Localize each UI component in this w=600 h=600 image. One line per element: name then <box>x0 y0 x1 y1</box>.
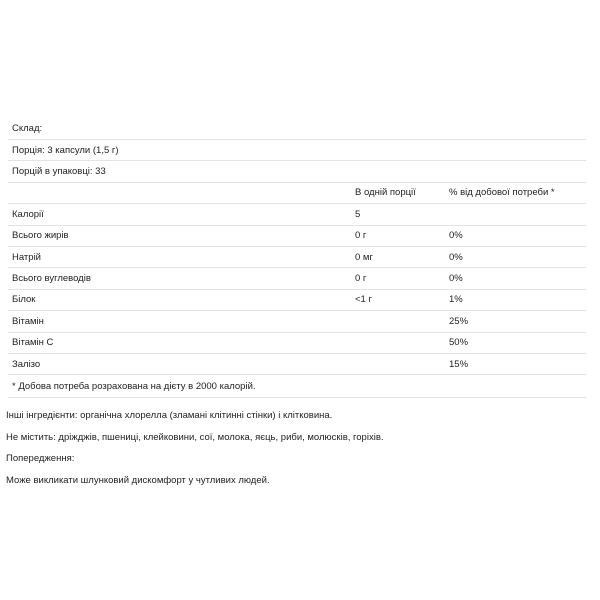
nutrient-amount: <1 г <box>355 294 372 306</box>
nutrient-name: Натрій <box>12 251 41 263</box>
servings-per-pack: Порцій в упаковці: 33 <box>12 166 106 178</box>
supplement-facts <box>8 117 586 398</box>
nutrient-row <box>8 268 586 289</box>
nutrient-amount: 0 г <box>355 230 367 242</box>
nutrient-name: Вітамін С <box>12 337 54 349</box>
nutrient-amount: 0 мг <box>355 251 373 263</box>
nutrient-daily-value: 0% <box>449 230 463 242</box>
additional-info <box>6 405 586 491</box>
nutrient-daily-value: 15% <box>449 358 469 370</box>
nutrient-daily-value: 1% <box>449 294 463 306</box>
nutrient-name: Всього вуглеводів <box>12 273 91 285</box>
servings-per-pack-row <box>8 161 586 182</box>
nutrient-name: Вітамін <box>12 315 44 327</box>
nutrient-row <box>8 247 586 268</box>
daily-value-footnote: * Добова потреба розрахована на дієту в 2000 калорій. <box>12 380 256 392</box>
nutrient-daily-value: 0% <box>449 273 463 285</box>
nutrient-daily-value: 25% <box>449 315 469 327</box>
nutrient-daily-value: 0% <box>449 251 463 263</box>
warning-title: Попередження: <box>6 453 75 464</box>
nutrient-name: Білок <box>12 294 36 306</box>
nutrient-row <box>8 204 586 225</box>
nutrient-amount: 5 <box>355 208 361 220</box>
composition-row <box>8 117 586 140</box>
nutrient-name: Залізо <box>12 358 41 370</box>
other-ingredients: Інші інгредієнти: органічна хлорелла (зламані клітинні стінки) і клітковина. <box>6 410 333 421</box>
per-serving-header: В одній порції <box>355 187 416 199</box>
composition-label: Склад: <box>12 122 43 134</box>
footnote-row <box>8 375 586 398</box>
nutrient-name: Калорії <box>12 208 44 220</box>
nutrient-amount: 0 г <box>355 273 367 285</box>
nutrient-daily-value: 50% <box>449 337 469 349</box>
allergen-free-statement: Не містить: дріжджів, пшениці, клейковини, сої, молока, яєць, риби, молюсків, горіхів. <box>6 431 384 443</box>
nutrient-row <box>8 354 586 375</box>
nutrient-row <box>8 226 586 247</box>
daily-value-header: % від добової потреби * <box>449 187 555 199</box>
nutrient-name: Всього жирів <box>12 230 69 242</box>
nutrient-row <box>8 311 586 332</box>
serving-size: Порція: 3 капсули (1,5 г) <box>12 144 119 156</box>
serving-row <box>8 140 586 161</box>
column-header-row <box>8 183 586 204</box>
nutrient-row <box>8 333 586 354</box>
warning-text: Може викликати шлунковий дискомфорт у чутливих людей. <box>6 474 270 486</box>
nutrient-row <box>8 290 586 311</box>
